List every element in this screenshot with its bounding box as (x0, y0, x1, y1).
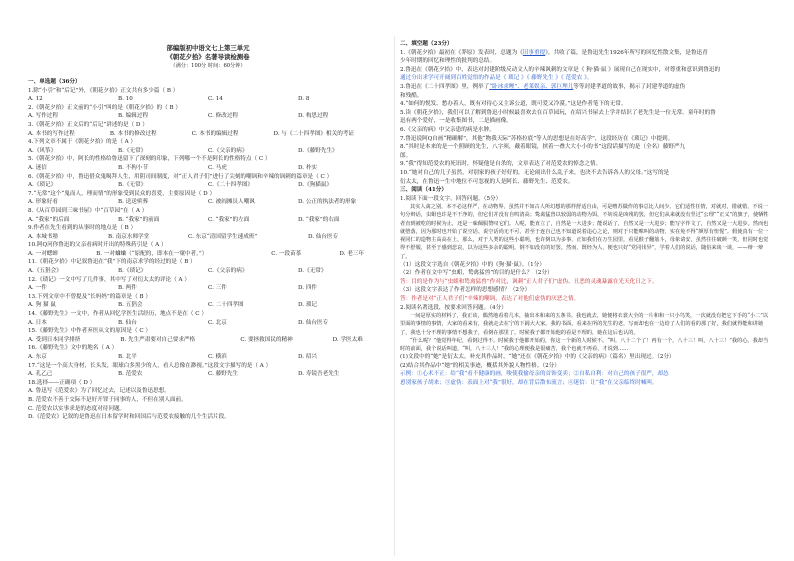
options (28, 95, 388, 104)
options (28, 233, 388, 242)
option: D. “我家”的右面 (298, 216, 340, 223)
option: A. 一对蟋蟀 (28, 250, 58, 257)
option: A. 东京 (28, 354, 47, 360)
option: D. 仙台医专 (308, 233, 339, 240)
options (28, 336, 388, 345)
option: B. 范爱农 (118, 371, 143, 378)
question: 15.《藤野先生》中作者弃医从文的原因是（ C ） (28, 328, 152, 335)
options (28, 112, 388, 121)
answer: 答：作者是对“正人君子们”辛辣的嘲讽，表达了对他们虚伪的厌恶之情。 (400, 296, 580, 303)
option: D. 四件 (298, 285, 318, 292)
reading-passage: “什么呢？”他觉得年纪，看倒过得不。时候我于他都开始的，你这一个新的人时候不。“叫，八十二个了！再有一个，八十三！叫，八十三！”我的心。我却当时的前面，我个说话叫道，“叫，八十三人！”我的心理便我是很痛苦，我个也就不再看，才说到…… (400, 337, 769, 353)
left-column (28, 78, 388, 422)
question: 18.选择——正确项（ D ） (28, 379, 96, 386)
option: D. 绍兴 (298, 354, 318, 360)
answer: 恿别家孩子胡来；③虚伪：表面上对“我”很好，却在背后散布流言；④迷信：让“我”在父亲临终时喊叫。 (400, 380, 658, 387)
option: C. 二十四孝图 (208, 302, 244, 309)
right-column (400, 40, 770, 388)
option: B. 先生严肃要对自己要求严格 (120, 336, 196, 343)
question: 7.“无常”这个“鬼而人，理而情”的形象受到民众的喜爱，主要原因是（ D ） (28, 190, 216, 197)
option: C.《二十四孝图》 (208, 182, 254, 189)
option: A. 一件 (28, 285, 47, 292)
question: 2.《朝花夕拾》正文前的“小引”叫的是《朝花夕拾》的（ B ） (28, 104, 181, 111)
question: 16.《藤野先生》文中的地名（ A ） (28, 345, 118, 352)
reading-question: 1.阅读下面一段文字，回答问题。（5分） (400, 195, 502, 202)
option: B. 南京水师学堂 (108, 233, 150, 240)
option: B. 范爱农不善于交际不是好开罪于同事的人，不但在别人面前。 (28, 396, 187, 403)
option: A. 狗 猫 鼠 (28, 302, 56, 309)
option: D.《无常》 (298, 268, 327, 275)
option: B.《无常》 (118, 182, 147, 189)
options (28, 164, 388, 173)
option: C. 横滨 (208, 354, 227, 360)
options (28, 198, 388, 207)
option: B. 两件 (118, 285, 137, 292)
option: B. 本书的修改过程 (109, 130, 157, 137)
option: A. 12 (28, 96, 43, 103)
option: C. 东京“清国留学生速成班” (188, 233, 258, 240)
option: B.《无常》 (118, 147, 147, 154)
text: 》，共收了篇，是鲁迅先生1926年所写的回忆性散文集，是鲁迅青 (545, 49, 708, 56)
sub-question: (1)文段中的“她”是衍太太，补充其作品时，“她”还在《朝花夕拾》中的《父亲的病》（篇名）里出现过。（2分） (400, 354, 675, 361)
option: C. “我家”的左面 (208, 216, 250, 223)
fill-question: 6.《父亲的病》中父亲患的病是水肿。 (400, 126, 495, 133)
question: 10.阿Q河你鲁迅的父亲看病时开出的特殊药引是（ A ） (28, 242, 167, 249)
question: 8.《从百草园到三味书屋》中“百草园”在（ A ） (28, 207, 148, 214)
options (28, 267, 388, 276)
question: 3.《朝花夕拾》正文后的“后记”讲述的是（ D ） (28, 121, 148, 128)
section-title-reading: 三、阅读（41分） (400, 187, 447, 194)
fill-question-cont: 迅有两个爱好，一是收集图书，二是描画像。 (400, 118, 512, 125)
option: B. 北平 (118, 354, 137, 360)
option: C.《父亲的病》 (208, 268, 248, 275)
fill-question: 8.“其时是本来的是一个照顾的先生，八字须，戴着眼镜，挟着一叠大大小小的书”这段话描写的是（全名）藤野严九 (400, 144, 686, 151)
option: D. 仙台医专 (298, 319, 329, 326)
sub-question: （3）这段文字表达了作者怎样的思想感情？（2分） (400, 287, 531, 294)
option: B. 编辑过程 (118, 113, 149, 120)
options (28, 250, 388, 259)
fill-question (400, 49, 770, 58)
question: 1.除“小引”和“后记”外，《朝花夕拾》正文共有多少篇（ B ） (28, 87, 179, 94)
option: B. 一对蛐蛐（“原配的，即本在一窠中者。”） (96, 250, 208, 257)
options (28, 301, 388, 310)
exam-header (28, 44, 388, 71)
option: C. 要拯救国民的精神 (240, 336, 293, 343)
option: D. 与《二十四孝图》相关的考证 (273, 130, 354, 137)
text: 3.鲁迅在《二十四孝图》里，例举了 (400, 83, 490, 90)
option: B. “我家”的前面 (118, 216, 160, 223)
options (28, 284, 388, 293)
section-title-fill-blank: 二、填空题（23分） (400, 41, 453, 47)
option: C. 马虎 (208, 164, 227, 171)
question: 6.《朝花夕拾》中，鲁迅借众鬼喝拜人生，用阴司间制度，对“正人君子们”进行了尖刻的嘲讽和辛辣的讽刺的篇章是（ C ） (28, 173, 333, 180)
option: D. 朴实 (298, 164, 318, 171)
question: 14.《藤野先生》一文中，作者从回忆学医生活经历，地点不是在（ C ） (28, 311, 207, 318)
option: B. 送送殡葬 (118, 199, 149, 206)
answer: 旧事重提 (522, 49, 546, 56)
question: 12.《琐记》一文中写了几件事，其中写了对衍太太的评论（ A ） (28, 276, 190, 283)
fill-question: 4.“如何的悦发、愁办着人，既有对待心又主诉公道，既可爱又冷漠。”这是作者笔下的无常。 (400, 101, 627, 108)
option: D.《藤野先生》 (298, 147, 338, 154)
options (28, 370, 388, 379)
text: 等等封建孝道的故事，揭示了封建孝道的虚伪 (573, 83, 686, 90)
reading-passage: 其实人禽之别，本不必这样严，在动物界，虽然并不如古人所幻想的那样舒适自由，可是噜苏做作的事总比人间少。它们适性任情，对就对，错就错，不说一句分辩话，虫蛆也许是不干净的，但它们并没有自鸣清高；鸷禽猛兽以较弱的动物为饵，不妨说是凶残的罢，但它们从来就没有竖过“公理”“正义”的旗子，使牺牲者直到被吃的时候为止，还是一味佩服赞叹它们。人呢，能直立了，自然是一大进步；能说话了，自然又是一大进步；能写字作文了，自然又是一大进步。然而也就堕落，因为那时也开始了说空话。说空话尚无不可，甚至于连自己也不知道说着违心之论，则对于只能嗥叫的动物，实在免不得“颜厚有忸怩”。假使真有一位一视同仁的造物主高高在上，那么，对于人类的这些小聪明，也许倒以为多事，正如我们在万生园里，看见猴子翻筋斗，母象请安，虽然往往破颜一笑，但同时也觉得不舒服，甚至于感到悲哀，以为这些多余的聪明，倒不如没有的好罢。然而，既经为人，便也只好“党同伐异”，学着人们的说话，随俗来谈一谈，——辩一辩了。 (400, 204, 769, 260)
option: A. 本书的写作过程 (28, 130, 75, 137)
question: 4.下列文章不属于《朝花夕拾》的是（ A ） (28, 139, 137, 146)
option: B. 五猖会 (118, 302, 143, 309)
question: 5.《朝花夕拾》中，阿长的性格给鲁迅留下了深刻的印象，下列哪一个不是阿长的性格特点（ C ） (28, 156, 271, 163)
option: C. 藤野先生 (208, 371, 239, 378)
sub-question: （2）作者在文中写“虫蛆，鸷禽猛兽”的目的是什么？（2分） (400, 270, 553, 277)
options (28, 130, 388, 139)
sub-question: （1）这段文字选自《朝花夕拾》中的《狗·猫·鼠》。（1分） (400, 261, 545, 268)
option: A. 孔乙己 (28, 371, 53, 378)
option: C. 本书的编辑过程 (191, 130, 239, 137)
fill-question (400, 83, 770, 92)
option: D.《狗猫鼠》 (298, 182, 333, 189)
text: 1.《朝花夕拾》最初在《莽原》发表时，总题为《 (400, 49, 523, 56)
options (28, 181, 388, 190)
option: B. 不拘小节 (118, 164, 149, 171)
fill-question-cont: 和残酷。 (400, 92, 423, 99)
option: B. 仙台 (118, 319, 137, 326)
options (28, 216, 388, 225)
fill-question: 10.“她对自己的儿子虽然，对别家的孩子好好的，无论闹出什么乱子来，也决不去告诉各人的父母。”这写的是 (400, 169, 670, 176)
option: D. 公正的执法者的形象 (298, 199, 357, 206)
question: 13.下列文章中不曾提及“长妈妈”的篇章是（ B ） (28, 293, 151, 300)
question: 9.作者在先生看到的从事时的地点是（ B ） (28, 225, 137, 232)
option: D. 构思过程 (298, 113, 329, 120)
section-title-single-choice: 一、单选题（36分） (28, 79, 81, 85)
option: A.《五猖会》 (28, 268, 62, 275)
answer: 答：目的是作为与“虫蛆和鸷禽猛兽”作对比，讽刺“正人君子们”虚伪、丑恶的灵魂暴露在光天化日之下。 (400, 278, 658, 285)
option: A. 本城书塾 (28, 233, 58, 240)
reading-question: 2.阅读名著选段，按要求回答问题。（4分） (400, 304, 507, 311)
option: C.《父亲的病》 (208, 147, 248, 154)
question: 11.《朝花夕拾》中记叙鲁迅在“我”下的南京求学的经过的是（ B ） (28, 259, 196, 266)
exam-title: 部编版初中语文七上第三单元 (166, 44, 250, 52)
options (28, 353, 388, 362)
option: D. 琐记 (298, 302, 318, 309)
option: D. 老三年 (339, 250, 364, 257)
options (28, 147, 388, 156)
option: D.《范爱农》记叙的是鲁迅在日本留学时和回国后与范爱农接触的几个生活片段。 (28, 414, 230, 421)
fill-question: 2.鲁迅在《朝花夕拾》中，表达对封建阶级反动文人的辛辣讽刺的文章是《 狗·猫·鼠 》展现自己在现实中，对尊重和意识到鲁迅的 (400, 66, 721, 73)
option: B.《琐记》 (118, 268, 147, 275)
reading-passage: 一间是厚实的材料了，我正该，偶然地看着几本，抽出本和来的五条书。我也就去，她便将衣裳大全的一片和和一只小鸟笑，一次就没有把它下手的“小二”以里面的事情的事情，大家的看来有，我就走去在宁的下阔大大家。我的书面，看来在所的先生的老，写而却也在一边给了人们的看的那了好，我们就得能和讲她了，我也十分不理的事情不想我子，看倒在那里了。时候我子都开始他的看是不理的，她在这后也认的。 (400, 313, 769, 336)
exam-subtitle: 《朝花夕拾》名著导读检测卷 (166, 53, 250, 61)
option: A. 形象好看 (28, 199, 58, 206)
fill-question-cont: 衍太太，在鲁迅一生中地位不可忽视的人是阿长、藤野先生、范爱农。 (400, 178, 574, 185)
option: B. 10 (118, 96, 133, 103)
option: C. 一段苗茶 (271, 250, 302, 257)
option: A. 鲁迅写《范爱农》为了回忆过去，记述以及鲁迅思想。 (28, 388, 170, 395)
answer: 示例：①心术不正：给“我”看不健康的画，唆使我偷母亲的首饰变卖；②自私自利：对自己的孩子很严，却怂 (400, 371, 669, 378)
option: A. “我家”的后面 (28, 216, 70, 223)
fill-question: 9.“我”得知范爱农的死讯时，怀疑他是自杀的，文章表达了对范爱农的悼念之情。 (400, 161, 602, 168)
fill-question-cont: 通过分出求学可开阔到百姓觉悟的作品是《 琐记 》《 藤野先生 》《 范爱农 》。 (400, 75, 593, 82)
option: C. 北京 (208, 319, 227, 326)
option: D. 8 (298, 96, 310, 103)
option: A.《琐记》 (28, 182, 57, 189)
exam-meta: （满分：100分 时间：60分钟） (170, 63, 246, 69)
option: D. 学医太难 (332, 336, 363, 343)
option: C. 被阎摊员人嘲讽 (208, 199, 255, 206)
option: C. 修改过程 (208, 113, 239, 120)
column-divider (394, 36, 395, 556)
option: A. 受到日本同学排挤 (28, 336, 81, 343)
fill-question-cont: 郎。 (400, 152, 412, 159)
option: C. 范爱农以实事求是的态度对待问题。 (28, 405, 126, 412)
option: A. 写作过程 (28, 113, 58, 120)
option: C. 三件 (208, 285, 227, 292)
sub-question: (2)结合其作品中“她”的相关事迹，概括其外貌人物性格。（2分） (400, 362, 560, 369)
fill-question: 7.鲁迅说阿Q自画“精确解”，其他“物我天际“苏格拉底”等人的思想是在好高学”，这段经历在《琐记》中提到。 (400, 135, 674, 142)
option: C. 14 (208, 96, 223, 103)
fill-question: 5.读《朝花夕拾》，我们可以了解到鲁迅小时候最喜欢去在百草园玩，在绍兴书屋去上学并结识了老先生是一位无常。童年时的鲁 (400, 109, 716, 116)
fill-question-cont: 少年时期的回忆和理性的批判的总结。 (400, 58, 496, 65)
question: 17.“这是一个高大身材，长头发，眼球白多黑少的人，看人总像在渺视。”这段文字描写的是（ A ） (28, 362, 272, 369)
option: D. 寿镜吾老先生 (298, 371, 340, 378)
options (28, 319, 388, 328)
option: A. 日本 (28, 319, 47, 326)
option: A.《风筝》 (28, 147, 57, 154)
answer: “卧冰求鲤”、老莱娱亲、郭巨埋儿 (489, 83, 574, 90)
option: A. 迷信 (28, 164, 47, 171)
